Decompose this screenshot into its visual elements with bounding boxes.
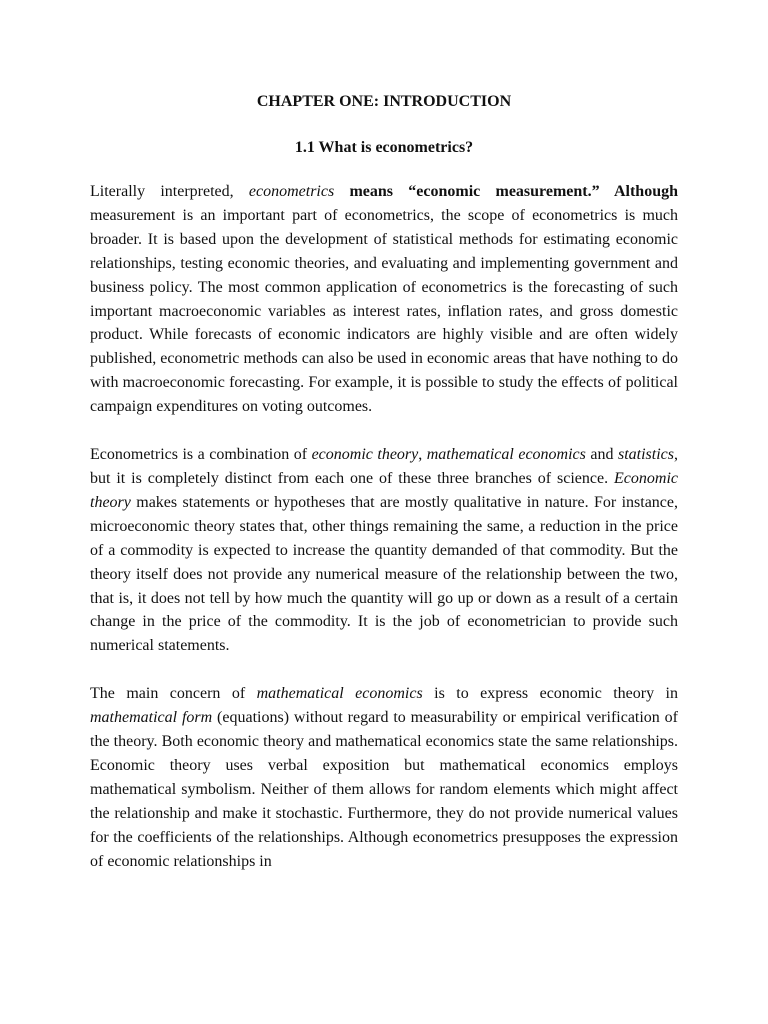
term-economic-theory: economic theory: [311, 446, 419, 464]
paragraph-1-bold-phrase: means “economic measurement.” Although: [334, 183, 678, 200]
term-mathematical-economics-2: mathematical economics: [256, 685, 423, 703]
paragraph-3: [90, 682, 678, 873]
section-title: 1.1 What is econometrics?: [294, 139, 474, 156]
paragraph-2-text-3: and: [585, 446, 618, 464]
document-page: [90, 90, 678, 897]
chapter-title: CHAPTER ONE: INTRODUCTION: [256, 93, 512, 110]
term-mathematical-economics: mathematical economics: [426, 446, 586, 464]
term-statistics: statistics: [617, 446, 674, 464]
term-economic-theory-2: Economic theory: [90, 469, 678, 511]
term-mathematical-form: mathematical form: [90, 709, 213, 727]
paragraph-1-lead: Literally interpreted,: [90, 183, 249, 200]
paragraph-3-text-2: is to express economic theory in: [422, 685, 679, 703]
paragraph-2: [90, 443, 678, 658]
paragraph-3-text-1: The main concern of: [90, 685, 257, 703]
paragraph-1-rest: measurement is an important part of econometrics, the scope of econometrics is much broader. It is based upon the development of statistical methods for estimating economic relationships, testing economic theories, and evaluating and implementing government and business policy. The most common application of econometrics is the forecasting of such important macroeconomic variables as interest rates, inflation rates, and gross domestic product. While forecasts of economic indicators are highly visible and are often widely published, econometric methods can also be used in economic areas that have nothing to do with macroeconomic forecasting. For example, it is possible to study the effects of political campaign expenditures on voting outcomes.: [90, 206, 678, 416]
paragraph-2-text-4: , but it is completely distinct from each one of these three branches of science.: [90, 446, 678, 487]
paragraph-3-text-3: (equations) without regard to measurability or empirical verification of the theory. Both economic theory and mathematical economics state the same relationships. Economic theory uses verbal exposition but mathematical economics employs mathematical symbolism. Neither of them allows for random elements which might affect the relationship and make it stochastic. Furthermore, they do not provide numerical values for the coefficients of the relationships. Although econometrics presupposes the expression of economic relationships in: [90, 709, 678, 870]
paragraph-2-text-1: Econometrics is a combination of: [90, 446, 312, 464]
paragraph-2-text-5: makes statements or hypotheses that are mostly qualitative in nature. For instance, microeconomic theory states that, other things remaining the same, a reduction in the price of a commodity is expected to increase the quantity demanded of that commodity. But the theory itself does not provide any numerical measure of the relationship between the two, that is, it does not tell by how much the quantity will go up or down as a result of a certain change in the price of the commodity. It is the job of econometrician to provide such numerical statements.: [90, 493, 678, 655]
paragraph-1: [90, 180, 678, 419]
term-econometrics: econometrics: [248, 183, 335, 200]
paragraph-2-text-2: ,: [418, 446, 427, 464]
